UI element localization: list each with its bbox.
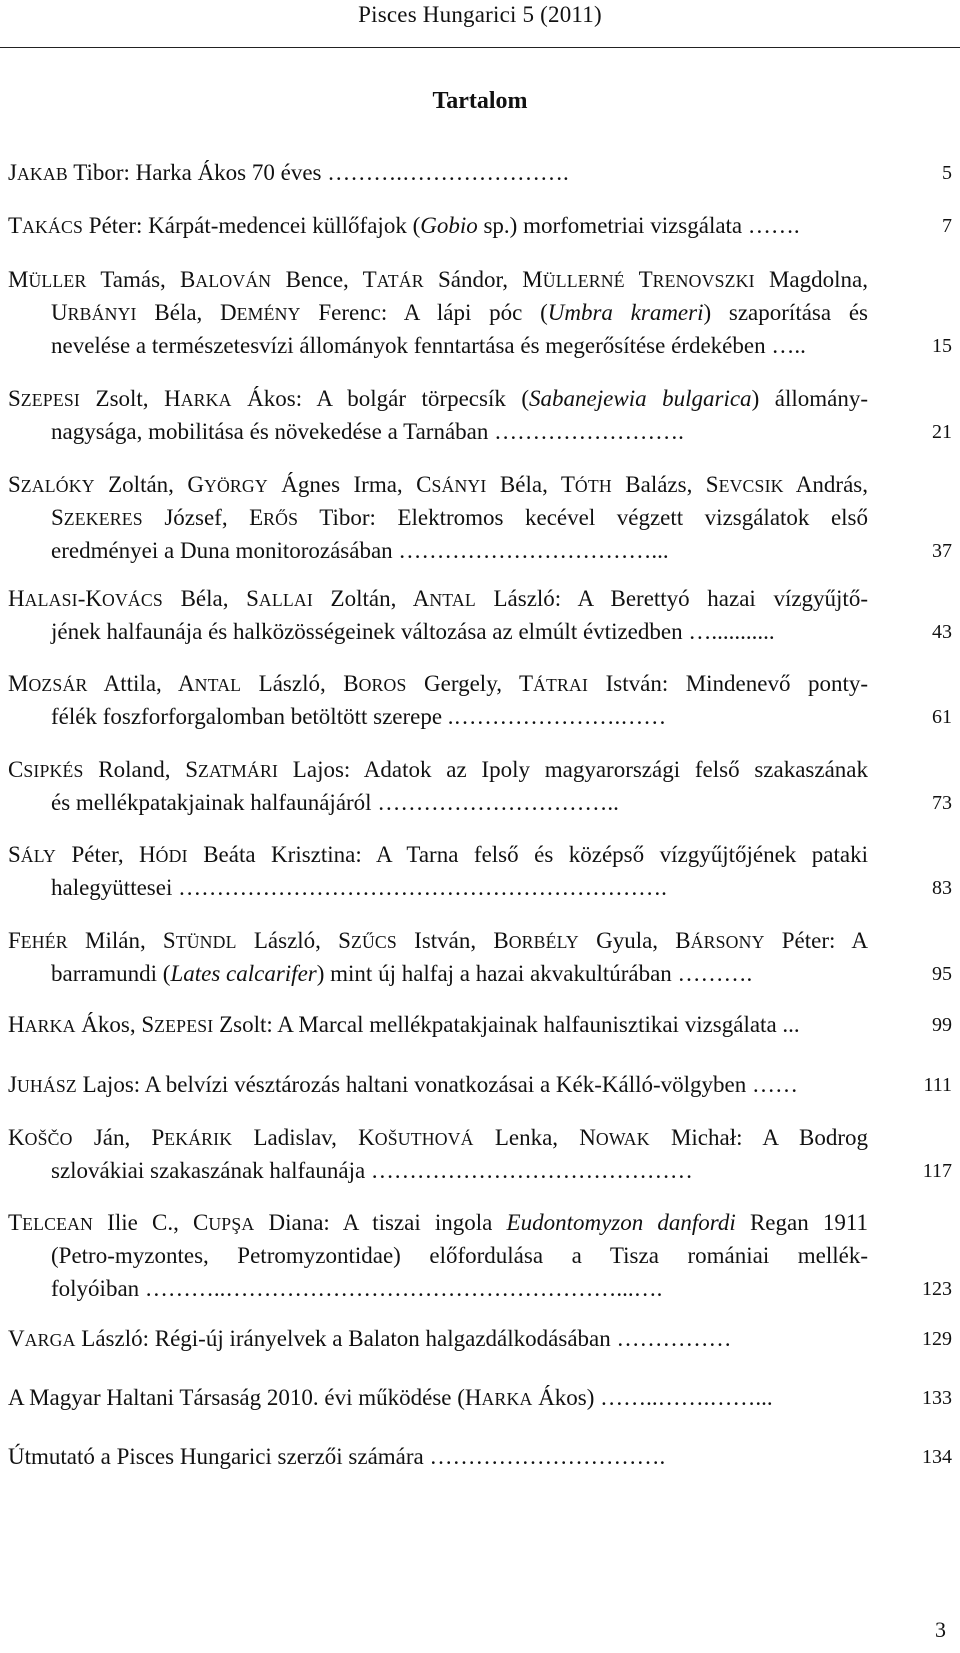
author-smallcaps: ÁLY [20,846,56,866]
text-run: László: A Berettyó hazai vízgyűjtő- [475,586,868,611]
toc-entry-line [8,1239,952,1272]
author-smallcaps: ÁTRAI [533,675,589,695]
toc-entry [8,1206,952,1305]
author-smallcaps: OROS [358,675,407,695]
author-smallcaps: ÓTH [574,476,612,496]
text-run: Tamás, B [86,267,196,292]
toc-entry [8,382,952,448]
toc-entry-text [8,671,868,696]
text-run: Beáta Krisztina: A Tarna felső és középső vízgyűjtőjének pataki [187,842,868,867]
text-run: Tibor: Harka Ákos 70 éves ……….…………………. [67,160,569,185]
text-run: és mellékpatakjainak halfaunájáról ………………………….. [51,790,619,815]
toc-entry-text [8,842,868,867]
text-run: Zoltán, G [94,472,204,497]
author-smallcaps: ALASI [24,590,78,610]
text-run: J [8,160,17,185]
text-run: Ákos: A bolgár törpecsík ( [231,386,530,411]
text-run: Diana: A tiszai ingola [254,1210,507,1235]
author-smallcaps: UHÁSZ [16,1076,77,1096]
toc-entry-line [8,209,952,242]
italic-text: Eudontomyzon danfordi [506,1210,736,1235]
author-smallcaps: ÜLLER [28,271,87,291]
text-run: Ákos) ……..…….……... [532,1385,773,1410]
text-run: Gergely, T [406,671,534,696]
header-rule [0,47,960,48]
toc-entry-text [51,419,684,444]
text-run: ) mint új halfaj a hazai akvakultúrában ………. [316,961,753,986]
text-run: eredményei a Duna monitorozásában ……………………………... [51,538,669,563]
text-run: Lajos: Adatok az Ipoly magyarországi felső szakaszának [278,757,868,782]
author-smallcaps: TÜNDL [175,932,237,952]
text-run: C [8,757,24,782]
toc-title: Tartalom [432,88,528,114]
toc-entry-line [8,615,952,648]
text-run: U [51,300,68,325]
text-run: Zsolt, H [79,386,181,411]
author-smallcaps: EHÉR [20,932,68,952]
toc-entry-text [8,160,569,185]
toc-page-number: 5 [942,162,952,184]
author-smallcaps: ÁRSONY [690,932,765,952]
toc-entry-text [51,1276,662,1301]
text-run: S [51,505,64,530]
toc-entry-line [8,296,952,329]
author-smallcaps: ALOVÁN [195,271,272,291]
text-run: Ilie C., C [93,1210,209,1235]
toc-entry-text [8,267,868,292]
text-run: J [8,1072,17,1097]
toc-entry-line [8,263,952,296]
text-run: Ladislav, K [232,1125,375,1150]
toc-entry [8,1381,952,1414]
italic-text: Gobio [420,213,478,238]
text-run: ) szaporítása és [703,300,868,325]
toc-entry-line [8,924,952,957]
toc-page-number: 7 [942,215,952,237]
toc-entry-text [8,213,800,238]
toc-entry-text [51,790,619,815]
toc-entry-line [8,871,952,904]
toc-entry-line [8,582,952,615]
author-smallcaps: OVÁCS [101,590,163,610]
toc-entry [8,1068,952,1101]
author-smallcaps: ZEKERES [63,509,143,529]
toc-entry-text [8,1125,868,1150]
author-smallcaps: ZEPESI [20,390,80,410]
text-run: András, [783,472,868,497]
text-run: István, B [396,928,509,953]
text-run: Michał: A Bodrog [649,1125,868,1150]
toc-entry [8,1322,952,1355]
toc-page-number: 133 [922,1387,952,1409]
text-run: jének halfaunája és halközösségeinek változása az elmúlt évtizedben …........... [51,619,775,644]
toc-page-number: 129 [922,1328,952,1350]
author-smallcaps: EMÉNY [236,304,301,324]
text-run: Roland, S [83,757,199,782]
text-run: H [8,1012,25,1037]
toc-entry-text [51,875,667,900]
text-run: barramundi ( [51,961,171,986]
toc-entry [8,209,952,242]
toc-entry-text [51,505,868,530]
toc-entry-text [8,386,868,411]
text-run: József, E [142,505,264,530]
text-run: S [8,386,21,411]
author-smallcaps: SIPKÉS [23,761,84,781]
text-run: László, B [241,671,359,696]
text-run: V [8,1326,25,1351]
author-smallcaps: ATÁR [376,271,424,291]
text-run: M [8,267,29,292]
toc-entry-text [8,757,868,782]
text-run: Péter, H [55,842,156,867]
text-run: Lajos: A belvízi vésztározás haltani vonatkozásai a Kék-Kálló-völgyben …… [76,1072,799,1097]
text-run: Attila, A [87,671,195,696]
text-run: Ágnes Irma, C [267,472,432,497]
toc-page-number: 117 [922,1160,952,1182]
author-smallcaps: ORBÉLY [508,932,579,952]
text-run: nevelése a természetesvízi állományok fenntartása és megerősítése érdekében ….. [51,333,806,358]
toc-entry [8,468,952,567]
text-run: Milán, S [67,928,176,953]
toc-entry-text [8,1210,868,1235]
toc-entry-text [51,961,752,986]
italic-text: Umbra krameri [547,300,704,325]
author-smallcaps: EKÁRIK [164,1129,233,1149]
author-smallcaps: ZŰCS [350,932,397,952]
author-smallcaps: RŐS [263,509,299,529]
text-run: Lenka, N [473,1125,596,1150]
toc-entry-line [8,1440,952,1473]
toc-entry [8,582,952,648]
text-run: Béla, S [162,586,259,611]
toc-page-number: 73 [932,792,952,814]
author-smallcaps: ÜLLERNÉ [542,271,625,291]
running-head: Pisces Hungarici 5 (2011) [358,2,602,27]
text-run: István: Mindenevő ponty- [588,671,868,696]
italic-text: Sabanejewia bulgarica [529,386,752,411]
text-run: Béla, D [136,300,237,325]
author-smallcaps: ARKA [481,1389,533,1409]
author-smallcaps: ELCEAN [22,1214,94,1234]
toc-entry [8,1440,952,1473]
text-run: Zoltán, A [312,586,430,611]
toc-page-number: 134 [922,1446,952,1468]
toc-page-number: 21 [932,421,952,443]
author-smallcaps: EVCSIK [718,476,784,496]
toc-entry-text [8,1326,732,1351]
toc-entry-line [8,1121,952,1154]
toc-page-number: 83 [932,877,952,899]
author-smallcaps: ARKA [24,1016,76,1036]
text-run: Balázs, S [611,472,719,497]
text-run: S [8,842,21,867]
text-run: nagysága, mobilitása és növekedése a Tarnában ……………………. [51,419,684,444]
toc-page-number: 111 [923,1074,952,1096]
toc-entry-line [8,1154,952,1187]
toc-entry-line [8,1008,952,1041]
author-smallcaps: SÁNYI [431,476,487,496]
toc-entry-text [51,1158,693,1183]
author-smallcaps: YÖRGY [203,476,268,496]
text-run: S [8,472,21,497]
toc-entry-line [8,786,952,819]
toc-page-number: 95 [932,963,952,985]
author-smallcaps: NTAL [194,675,242,695]
toc-entry-line [8,1068,952,1101]
page-number: 3 [935,1617,946,1642]
author-smallcaps: RBÁNYI [67,304,137,324]
toc-entry [8,838,952,904]
toc-entry [8,156,952,189]
text-run: félék foszforforgalomban betöltött szerepe .………………….…… [51,704,667,729]
author-smallcaps: ZEPESI [154,1016,214,1036]
toc-entry-text [8,1072,798,1097]
toc-entry-text [51,704,666,729]
text-run: Ján, P [72,1125,165,1150]
author-smallcaps: UPŞA [208,1214,255,1234]
toc-entry-line [8,415,952,448]
text-run: Regan 1911 [735,1210,869,1235]
toc-entry-text [8,928,868,953]
text-run: Ferenc: A lápi póc ( [300,300,548,325]
text-run: F [8,928,21,953]
toc-entry-text [51,538,669,563]
text-run: H [8,586,25,611]
toc-page-number: 15 [932,335,952,357]
author-smallcaps: OŠČO [24,1129,73,1149]
toc-entry-line [8,1206,952,1239]
toc-entry-line [8,838,952,871]
toc-entry-text [51,619,775,644]
toc-entry-line [8,534,952,567]
author-smallcaps: ZALÓKY [20,476,95,496]
toc-entry-text [8,1385,773,1410]
toc-entry-line [8,700,952,733]
text-run: László, S [236,928,351,953]
author-smallcaps: AKÁCS [22,217,84,237]
text-run: szlovákiai szakaszának halfaunája …………………………………… [51,1158,693,1183]
toc-entry [8,263,952,362]
text-run: T [8,1210,23,1235]
text-run: Péter: A [764,928,868,953]
toc-entry-line [8,156,952,189]
toc-entry-line [8,329,952,362]
text-run: -K [77,586,102,611]
text-run: halegyüttesei ………………………………………………………. [51,875,667,900]
toc-entry-line [8,957,952,990]
author-smallcaps: OŠUTHOVÁ [374,1129,474,1149]
toc-entry-text [51,333,806,358]
text-run: (Petro-myzontes, Petromyzontidae) előfordulása a Tisza romániai mellék- [51,1243,868,1268]
toc-entry-text [8,1012,800,1037]
toc-entry-text [8,1444,665,1469]
toc-page-number: 123 [922,1278,952,1300]
toc-entry [8,1121,952,1187]
toc-entry-line [8,753,952,786]
text-run: T [8,213,23,238]
author-smallcaps: ARGA [24,1330,76,1350]
text-run: sp.) morfometriai vizsgálata ……. [477,213,800,238]
text-run: folyóiban ………..……………………………………………...…. [51,1276,663,1301]
text-run: László: Régi-új irányelvek a Balaton halgazdálkodásában …………… [75,1326,732,1351]
text-run: Bence, T [271,267,377,292]
toc-page-number: 43 [932,621,952,643]
toc-page-number: 37 [932,540,952,562]
toc-entry-line [8,667,952,700]
text-run: Tibor: Elektromos kecével végzett vizsgálatok első [298,505,868,530]
author-smallcaps: ALLAI [258,590,313,610]
text-run: Sándor, M [423,267,543,292]
toc-entry-line [8,382,952,415]
toc-page-number: 61 [932,706,952,728]
author-smallcaps: ÓDI [155,846,188,866]
toc-entry-line [8,501,952,534]
author-smallcaps: OWAK [595,1129,650,1149]
text-run: K [8,1125,25,1150]
author-smallcaps: ZATMÁRI [198,761,279,781]
toc-entry [8,753,952,819]
text-run: Ákos, S [75,1012,155,1037]
author-smallcaps: RENOVSZKI [652,271,755,291]
toc-entry [8,667,952,733]
toc-entry [8,1008,952,1041]
toc-entry-text [51,300,868,325]
text-run: A Magyar Haltani Társaság 2010. évi működése (H [8,1385,482,1410]
author-smallcaps: ARKA [180,390,232,410]
text-run: T [624,267,653,292]
text-run: Péter: Kárpát-medencei küllőfajok ( [83,213,421,238]
toc-entry-line [8,1272,952,1305]
author-smallcaps: OZSÁR [28,675,88,695]
toc-entry-line [8,1381,952,1414]
toc-page-number: 99 [932,1014,952,1036]
italic-text: Lates calcarifer [170,961,317,986]
text-run: Útmutató a Pisces Hungarici szerzői számára …………………………. [8,1444,666,1469]
toc-entry [8,924,952,990]
toc-entry-line [8,1322,952,1355]
toc-entry-line [8,468,952,501]
text-run: Gyula, B [578,928,691,953]
text-run: Béla, T [486,472,575,497]
author-smallcaps: AKAB [16,164,68,184]
text-run: ) állomány- [751,386,869,411]
toc-entry-text [8,586,868,611]
toc-entry-text [51,1243,868,1268]
text-run: Magdolna, [754,267,868,292]
text-run: Zsolt: A Marcal mellékpatakjainak halfaunisztikai vizsgálata ... [213,1012,800,1037]
toc-entry-text [8,472,868,497]
author-smallcaps: NTAL [429,590,476,610]
text-run: M [8,671,29,696]
